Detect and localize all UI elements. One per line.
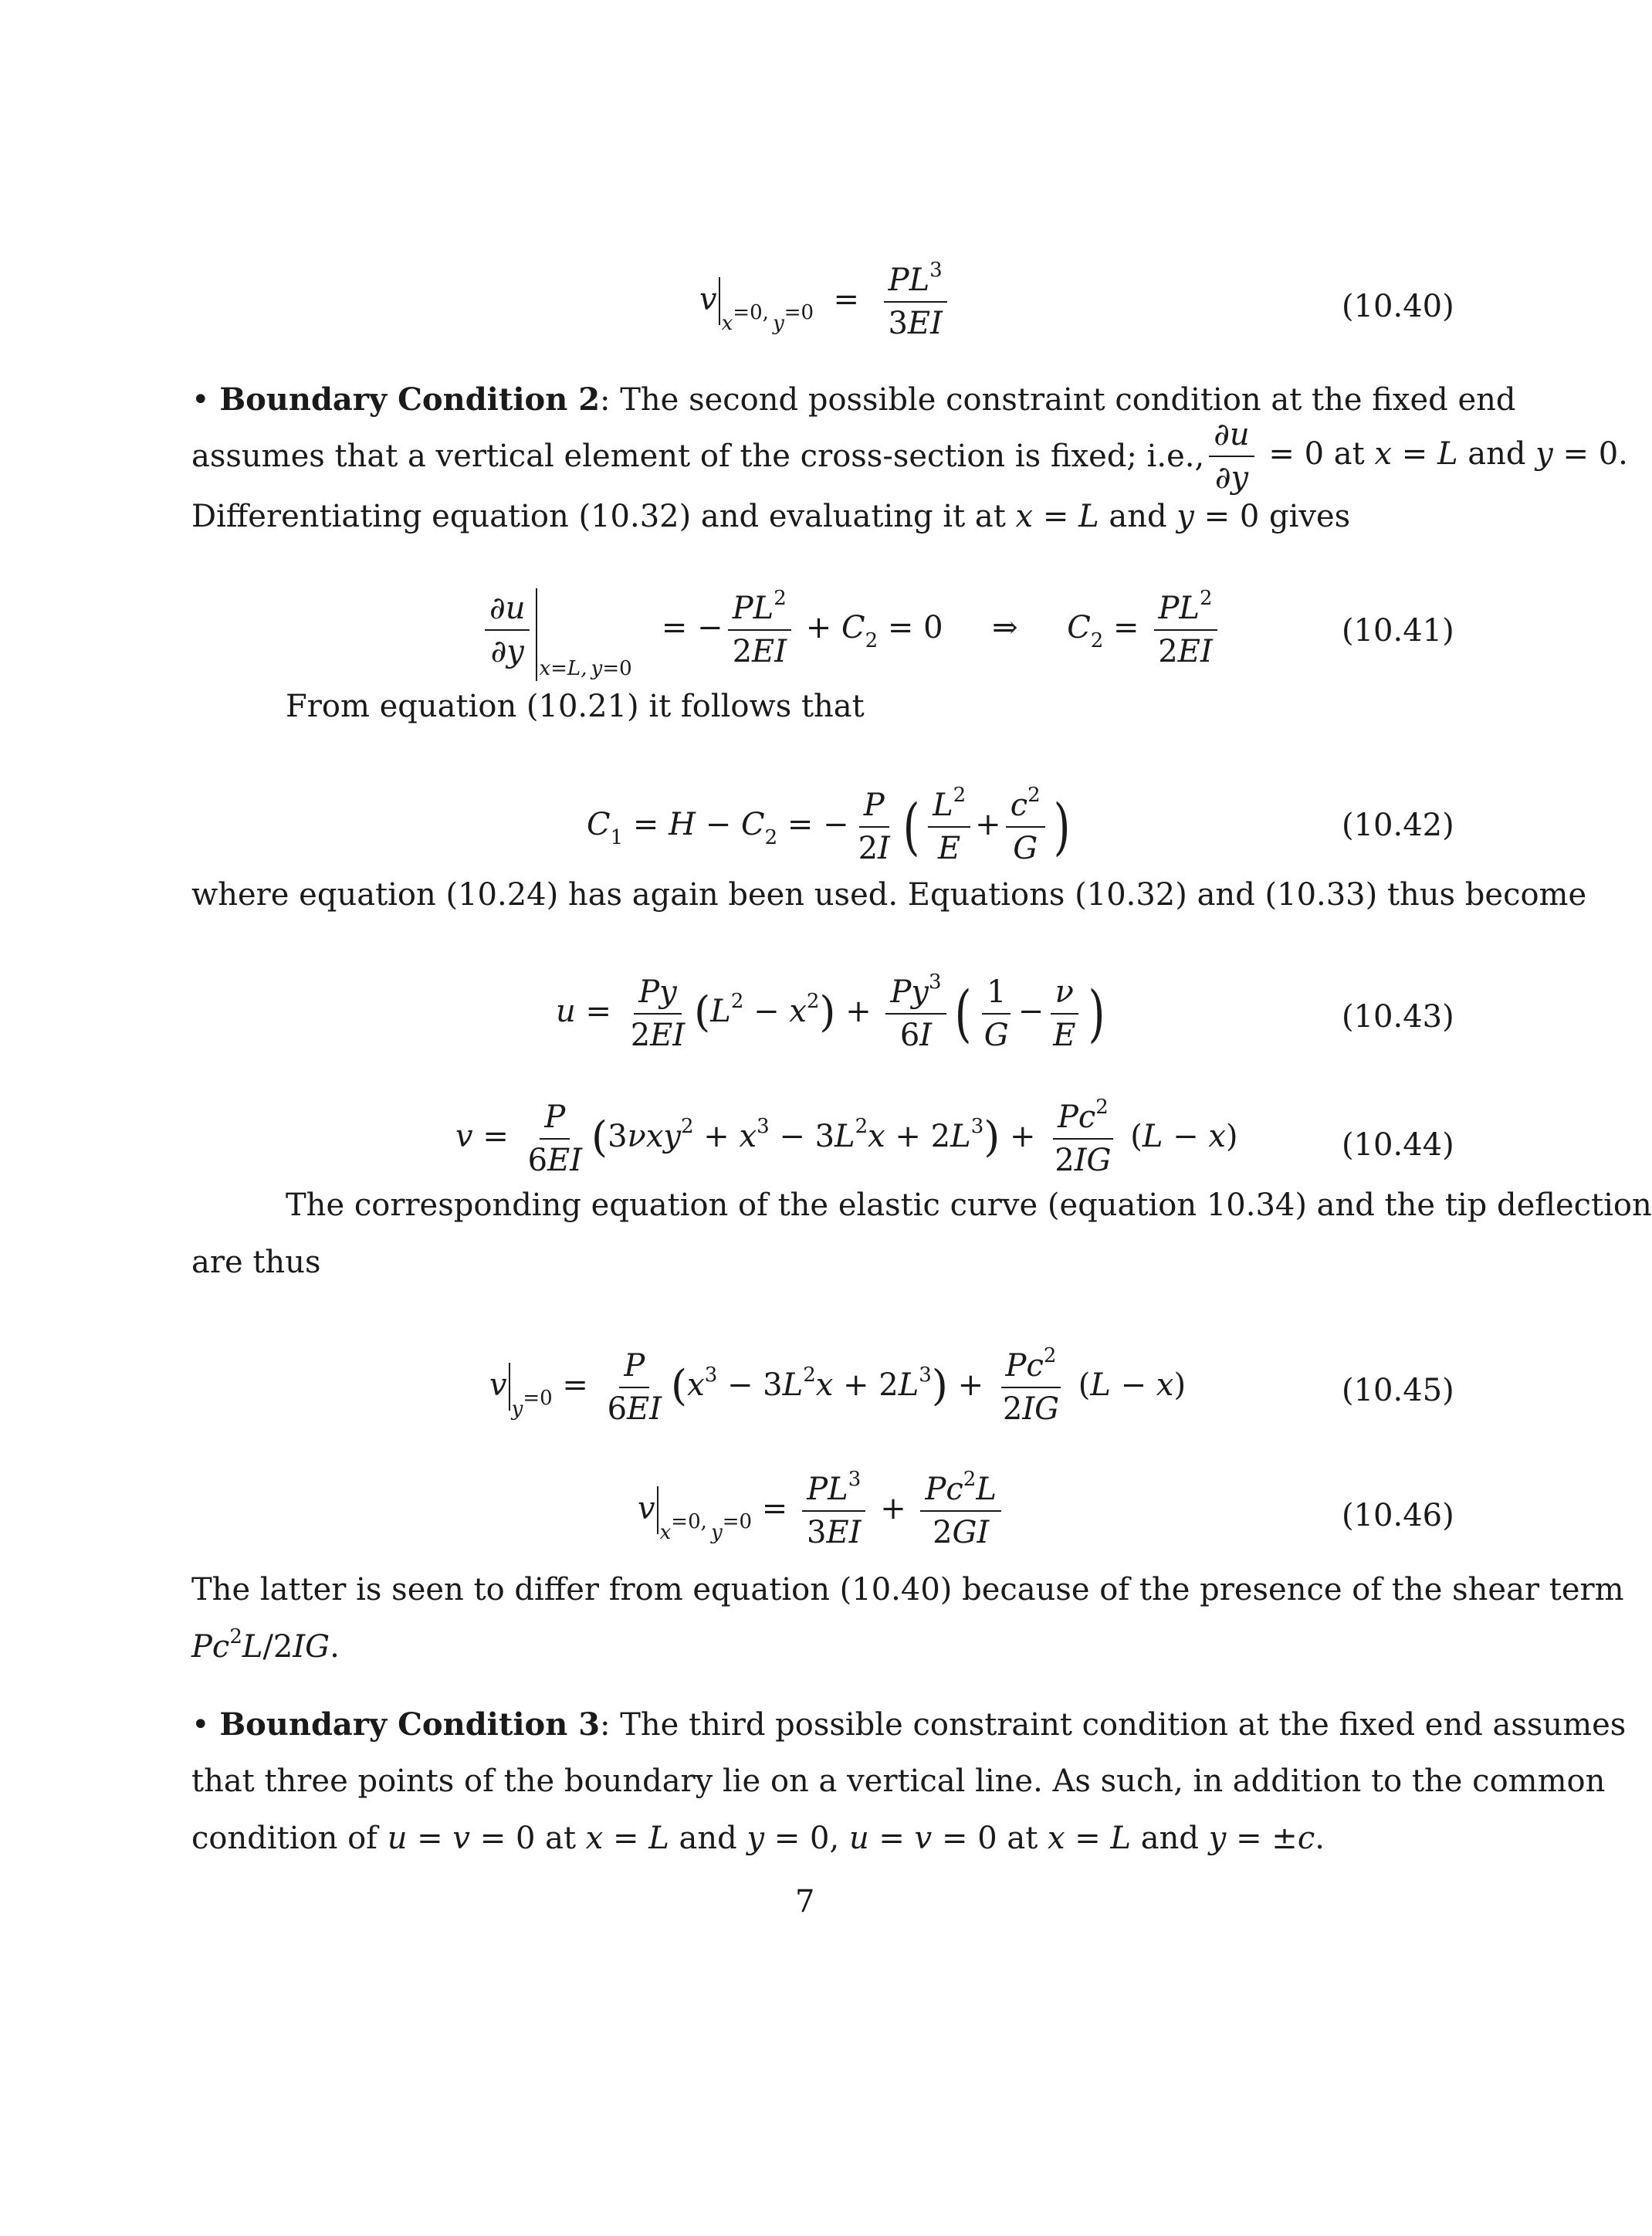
bc3-line2: that three points of the boundary lie on a vertical line. As such, in addition to the common — [191, 1763, 1606, 1799]
from-equation-text: From equation (10.21) it follows that — [286, 689, 865, 724]
equation-number: (10.44) — [1342, 1127, 1454, 1163]
corresponding-text-2: are thus — [191, 1245, 321, 1280]
equation-10-41: $\frac{\partial u}{\partial y}$ $_{x=L, y=0}$ = − $\frac{PL^2}{2EI}$ + $C_2 = 0$ ⇒ $C_2$ = $\frac{PL^2}{2EI}$ — [480, 588, 1222, 681]
bc3-heading: Boundary Condition 3 — [219, 1706, 601, 1743]
page-number: 7 — [795, 1884, 815, 1919]
bc3-line3: condition of u = v = 0 at x = L and y = 0, u = v = 0 at x = L and y = ±c. — [191, 1821, 1325, 1856]
bc2-line2: assumes that a vertical element of the cross-section is fixed; i.e., $\frac{\partial u}{\partial y}$ = 0 at x = L and y = 0. — [191, 417, 1628, 496]
latter-text-2: Pc$^2$L/2IG. — [191, 1625, 340, 1665]
equation-10-42: $C_1 = H - C_2$ = − $\frac{P}{2I}$ ( $\frac{L^2}{E}$ + $\frac{c^2}{G}$ ) — [587, 784, 1071, 866]
equation-number: (10.42) — [1342, 808, 1454, 843]
equation-number: (10.46) — [1342, 1498, 1454, 1533]
bc3-line1: • Boundary Condition 3: The third possible constraint condition at the fixed end assumes — [191, 1706, 1627, 1743]
equation-10-43: u = $\frac{Py}{2EI}$ $(L^2 - x^2)$ + $\frac{Py^3}{6I}$ ( $\frac{1}{G}$ − $\frac{\nu}{E}$ ) — [556, 971, 1105, 1053]
equation-number: (10.43) — [1342, 999, 1454, 1035]
equation-10-44: v = $\frac{P}{6EI}$ $(3\nu xy^2 + x^3 - 3L^2x + 2L^3)$ + $\frac{Pc^2}{2IG}$ (L − x) — [455, 1096, 1238, 1178]
equation-10-46: $v_{x=0,}$ $_{y=0}$ = $\frac{PL^3}{3EI}$ + $\frac{Pc^2L}{2GI}$ — [638, 1472, 1006, 1550]
where-text: where equation (10.24) has again been used. Equations (10.32) and (10.33) thus become — [191, 877, 1587, 913]
bc2-line3: Differentiating equation (10.32) and evaluating it at x = L and y = 0 gives — [191, 499, 1351, 534]
equation-10-45: $v_{y=0}$ = $\frac{P}{6EI}$ $(x^3 - 3L^2x + 2L^3)$ + $\frac{Pc^2}{2IG}$ (L − x) — [489, 1344, 1187, 1427]
corresponding-text-1: The corresponding equation of the elastic curve (equation 10.34) and the tip deflection — [286, 1187, 1652, 1223]
equation-10-40: $v_{x=0,}$ $_{y=0}$ = $\frac{PL^3}{3EI}$ — [699, 263, 952, 341]
bc2-line1: • Boundary Condition 2: The second possible constraint condition at the fixed end — [191, 381, 1516, 418]
bc2-heading: Boundary Condition 2 — [219, 381, 601, 418]
equation-number: (10.40) — [1342, 289, 1454, 324]
equation-number: (10.41) — [1342, 613, 1454, 649]
latter-text-1: The latter is seen to differ from equation (10.40) because of the presence of the shear term — [191, 1572, 1624, 1608]
equation-number: (10.45) — [1342, 1373, 1454, 1408]
